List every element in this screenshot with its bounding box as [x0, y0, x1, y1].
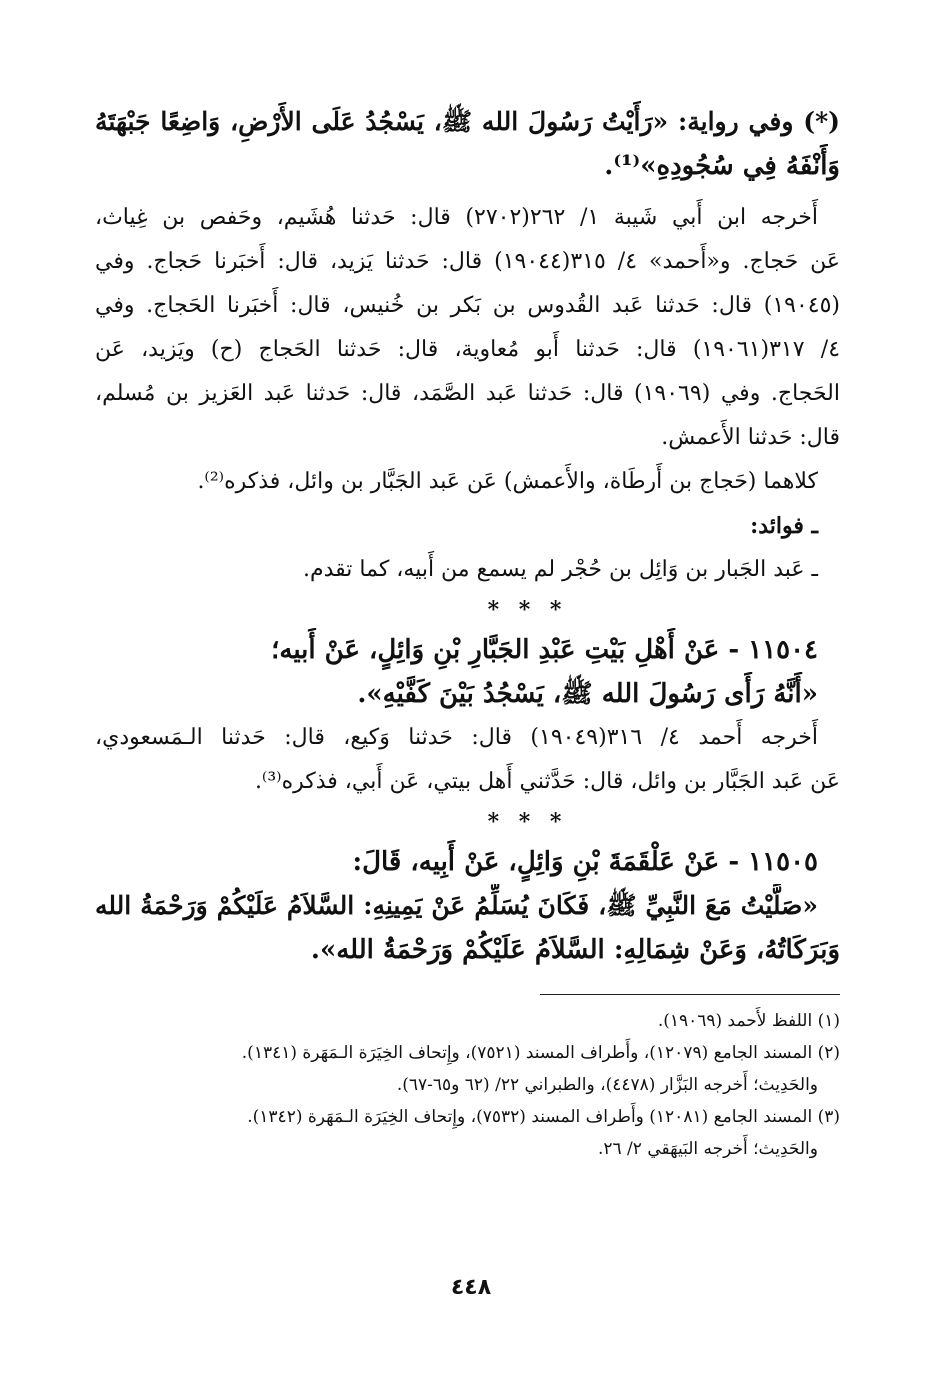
hadith-1504-line-2: «أَنَّهُ رَأَى رَسُولَ الله ﷺ، يَسْجُدُ بَيْنَ كَفَّيْهِ».: [357, 679, 818, 709]
hadith-1505-line-3: وَبَرَكَاتُهُ، وَعَنْ شِمَالِهِ: السَّلاَمُ عَلَيْكُمْ وَرَحْمَةُ الله».: [310, 935, 840, 965]
page-body: [95, 100, 840, 1165]
takhrij-line-5: الحَجاج. وفي (١٩٠٦٩) قال: حَدثنا عَبد الصَّمَد، قال: حَدثنا عَبد العَزيز بن مُسلم،: [95, 381, 840, 406]
hadith-1504-line-1: ١١٥٠٤ - عَنْ أَهْلِ بَيْتِ عَبْدِ الجَبَّارِ بْنِ وَائِلٍ، عَنْ أَبيه؛: [271, 635, 818, 665]
variant-line-1: (*) وفي رواية: «رَأَيْتُ رَسُولَ الله ﷺ، يَسْجُدُ عَلَى الأَرْضِ، وَاضِعًا جَبْهَتَهُ: [95, 107, 840, 136]
footnote-separator: [540, 994, 840, 995]
takhrij-1504-line-2: عَن عَبد الجَبَّار بن وائل، قال: حَدَّثني أَهل بيتي، عَن أَبي، فذكره⁽³⁾.: [254, 769, 840, 794]
separator-stars-1: * * *: [487, 597, 568, 623]
takhrij-line-3: (١٩٠٤٥) قال: حَدثنا عَبد القُدوس بن بَكر بن خُنيس، قال: أَخبَرنا الحَجاج. وفي: [95, 293, 840, 318]
hadith-1505-line-1: ١١٥٠٥ - عَنْ عَلْقَمَةَ بْنِ وَائِلٍ، عَنْ أَبِيه، قَالَ:: [352, 847, 818, 877]
footnote-2: (٢) المسند الجامع (١٢٠٧٩)، وأَطراف المسند (٧٥٢١)، وإِتحاف الخِيَرَة الـمَهَرة (١٣٤١).: [241, 1043, 840, 1063]
variant-line-2: وَأَنْفَهُ فِي سُجُودِهِ»⁽¹⁾.: [604, 151, 840, 181]
separator-stars-2: * * *: [487, 809, 568, 835]
fawaid-heading: ـ فوائد:: [750, 513, 818, 539]
takhrij-line-1: أَخرجه ابن أَبي شَيبة ١/ ٢٦٢(٢٧٠٢) قال: حَدثنا هُشَيم، وحَفص بن غِياث،: [95, 205, 819, 230]
takhrij-1504-line-1: أَخرجه أَحمد ٤/ ٣١٦(١٩٠٤٩) قال: حَدثنا وَكيع، قال: حَدثنا الـمَسعودي،: [95, 725, 819, 750]
takhrij-line-6: قال: حَدثنا الأَعمش.: [661, 425, 840, 450]
footnote-3: (٣) المسند الجامع (١٢٠٨١) وأَطراف المسند (٧٥٣٢)، وإِتحاف الخِيَرَة الـمَهَرة (١٣٤٢).: [247, 1107, 840, 1127]
footnote-2-continued: والحَدِيث؛ أَخرجه البَزَّار (٤٤٧٨)، والطبراني ٢٢/ (٦٢ و٦٥-٦٧).: [396, 1075, 818, 1095]
takhrij-line-2: عَن حَجاج. و«أَحمد» ٤/ ٣١٥(١٩٠٤٤) قال: حَدثنا يَزيد، قال: أَخبَرنا حَجاج. وفي: [95, 249, 840, 274]
fawaid-item: ـ عَبد الجَبار بن وَائِل بن حُجْر لم يسمع من أَبيه، كما تقدم.: [303, 557, 818, 582]
footnote-1: (١) اللفظ لأَحمد (١٩٠٦٩).: [657, 1011, 840, 1031]
footnote-3-continued: والحَدِيث؛ أَخرجه البَيهَقي ٢/ ٢٦.: [597, 1139, 818, 1159]
hadith-1505-line-2: «صَلَّيْتُ مَعَ النَّبِيِّ ﷺ، فَكَانَ يُسَلِّمُ عَنْ يَمِينِهِ: السَّلاَمُ عَلَيْكُمْ وَرَحْمَةُ الله: [95, 891, 818, 920]
takhrij-line-4: ٤/ ٣١٧(١٩٠٦١) قال: حَدثنا أَبو مُعاوية، قال: حَدثنا الحَجاج (ح) ويَزيد، عَن: [95, 337, 840, 362]
page-number: ٤٤٨: [450, 1275, 492, 1300]
kilahuma-line: كلاهما (حَجاج بن أَرطَاة، والأَعمش) عَن عَبد الجَبَّار بن وائل، فذكره⁽²⁾.: [197, 469, 818, 494]
